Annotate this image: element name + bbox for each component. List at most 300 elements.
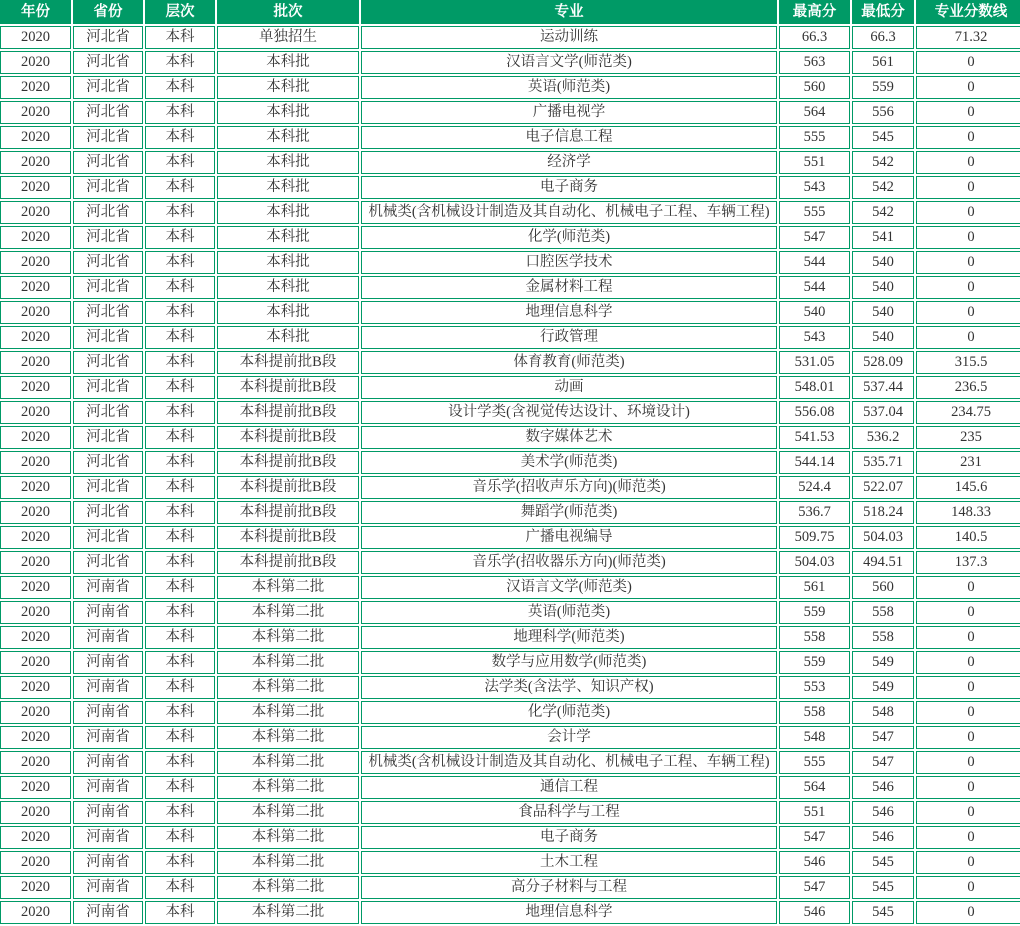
cell-level: 本科 bbox=[145, 126, 215, 149]
cell-year: 2020 bbox=[0, 301, 71, 324]
cell-major: 汉语言文学(师范类) bbox=[361, 576, 777, 599]
cell-max-score: 556.08 bbox=[779, 401, 850, 424]
table-row bbox=[0, 51, 1020, 74]
cell-max-score: 524.4 bbox=[779, 476, 850, 499]
cell-year: 2020 bbox=[0, 151, 71, 174]
cell-year: 2020 bbox=[0, 101, 71, 124]
cell-province: 河北省 bbox=[73, 376, 143, 399]
table-row bbox=[0, 201, 1020, 224]
cell-batch: 本科提前批B段 bbox=[217, 476, 359, 499]
cell-major: 口腔医学技术 bbox=[361, 251, 777, 274]
cell-level: 本科 bbox=[145, 676, 215, 699]
cell-min-score: 545 bbox=[852, 126, 914, 149]
cell-max-score: 540 bbox=[779, 301, 850, 324]
table-row bbox=[0, 76, 1020, 99]
cell-province: 河北省 bbox=[73, 201, 143, 224]
cell-major: 机械类(含机械设计制造及其自动化、机械电子工程、车辆工程) bbox=[361, 751, 777, 774]
cell-year: 2020 bbox=[0, 601, 71, 624]
cell-max-score: 548.01 bbox=[779, 376, 850, 399]
cell-major: 高分子材料与工程 bbox=[361, 876, 777, 899]
cell-min-score: 545 bbox=[852, 901, 914, 924]
cell-batch: 本科提前批B段 bbox=[217, 551, 359, 574]
cell-province: 河南省 bbox=[73, 876, 143, 899]
cell-province: 河北省 bbox=[73, 551, 143, 574]
cell-province: 河北省 bbox=[73, 401, 143, 424]
cell-level: 本科 bbox=[145, 751, 215, 774]
cell-major: 美术学(师范类) bbox=[361, 451, 777, 474]
cell-province: 河南省 bbox=[73, 776, 143, 799]
cell-province: 河南省 bbox=[73, 751, 143, 774]
col-header-max-score: 最高分 bbox=[779, 0, 850, 24]
cell-max-score: 551 bbox=[779, 801, 850, 824]
cell-level: 本科 bbox=[145, 851, 215, 874]
cell-level: 本科 bbox=[145, 876, 215, 899]
cell-batch: 本科提前批B段 bbox=[217, 351, 359, 374]
cell-min-score: 545 bbox=[852, 851, 914, 874]
cell-province: 河南省 bbox=[73, 851, 143, 874]
cell-level: 本科 bbox=[145, 176, 215, 199]
cell-major-cutoff: 0 bbox=[916, 851, 1020, 874]
cell-min-score: 548 bbox=[852, 701, 914, 724]
cell-batch: 本科第二批 bbox=[217, 776, 359, 799]
cell-year: 2020 bbox=[0, 251, 71, 274]
table-row bbox=[0, 226, 1020, 249]
table-row bbox=[0, 251, 1020, 274]
cell-max-score: 561 bbox=[779, 576, 850, 599]
cell-province: 河南省 bbox=[73, 576, 143, 599]
cell-level: 本科 bbox=[145, 501, 215, 524]
cell-major: 音乐学(招收声乐方向)(师范类) bbox=[361, 476, 777, 499]
cell-year: 2020 bbox=[0, 76, 71, 99]
cell-level: 本科 bbox=[145, 401, 215, 424]
cell-province: 河南省 bbox=[73, 601, 143, 624]
table-row bbox=[0, 151, 1020, 174]
cell-level: 本科 bbox=[145, 201, 215, 224]
col-header-major: 专业 bbox=[361, 0, 777, 24]
cell-major: 英语(师范类) bbox=[361, 76, 777, 99]
cell-batch: 本科批 bbox=[217, 251, 359, 274]
cell-batch: 本科第二批 bbox=[217, 676, 359, 699]
cell-batch: 本科批 bbox=[217, 51, 359, 74]
cell-max-score: 541.53 bbox=[779, 426, 850, 449]
cell-level: 本科 bbox=[145, 576, 215, 599]
table-row bbox=[0, 301, 1020, 324]
cell-year: 2020 bbox=[0, 51, 71, 74]
cell-province: 河北省 bbox=[73, 101, 143, 124]
cell-batch: 本科第二批 bbox=[217, 626, 359, 649]
cell-min-score: 556 bbox=[852, 101, 914, 124]
cell-major-cutoff: 0 bbox=[916, 226, 1020, 249]
cell-min-score: 535.71 bbox=[852, 451, 914, 474]
cell-max-score: 547 bbox=[779, 226, 850, 249]
cell-major-cutoff: 315.5 bbox=[916, 351, 1020, 374]
cell-max-score: 546 bbox=[779, 901, 850, 924]
cell-year: 2020 bbox=[0, 376, 71, 399]
cell-major-cutoff: 0 bbox=[916, 626, 1020, 649]
table-row bbox=[0, 526, 1020, 549]
cell-level: 本科 bbox=[145, 776, 215, 799]
cell-major: 电子商务 bbox=[361, 826, 777, 849]
cell-major-cutoff: 0 bbox=[916, 51, 1020, 74]
cell-max-score: 543 bbox=[779, 176, 850, 199]
cell-major: 经济学 bbox=[361, 151, 777, 174]
cell-batch: 本科批 bbox=[217, 326, 359, 349]
cell-year: 2020 bbox=[0, 26, 71, 49]
cell-max-score: 547 bbox=[779, 826, 850, 849]
table-body bbox=[0, 26, 1020, 924]
cell-province: 河北省 bbox=[73, 251, 143, 274]
cell-min-score: 546 bbox=[852, 776, 914, 799]
cell-level: 本科 bbox=[145, 726, 215, 749]
cell-max-score: 555 bbox=[779, 201, 850, 224]
cell-level: 本科 bbox=[145, 626, 215, 649]
cell-province: 河北省 bbox=[73, 301, 143, 324]
table-row bbox=[0, 601, 1020, 624]
cell-max-score: 548 bbox=[779, 726, 850, 749]
cell-min-score: 522.07 bbox=[852, 476, 914, 499]
cell-major: 体育教育(师范类) bbox=[361, 351, 777, 374]
cell-major: 地理科学(师范类) bbox=[361, 626, 777, 649]
cell-min-score: 528.09 bbox=[852, 351, 914, 374]
cell-major: 金属材料工程 bbox=[361, 276, 777, 299]
cell-major-cutoff: 0 bbox=[916, 326, 1020, 349]
cell-min-score: 549 bbox=[852, 651, 914, 674]
cell-major-cutoff: 137.3 bbox=[916, 551, 1020, 574]
cell-year: 2020 bbox=[0, 201, 71, 224]
cell-max-score: 564 bbox=[779, 101, 850, 124]
cell-major: 化学(师范类) bbox=[361, 226, 777, 249]
cell-batch: 本科批 bbox=[217, 201, 359, 224]
cell-max-score: 509.75 bbox=[779, 526, 850, 549]
cell-year: 2020 bbox=[0, 176, 71, 199]
cell-major-cutoff: 0 bbox=[916, 751, 1020, 774]
cell-min-score: 540 bbox=[852, 301, 914, 324]
cell-major-cutoff: 0 bbox=[916, 76, 1020, 99]
cell-major-cutoff: 234.75 bbox=[916, 401, 1020, 424]
cell-major-cutoff: 0 bbox=[916, 651, 1020, 674]
table-row bbox=[0, 376, 1020, 399]
cell-level: 本科 bbox=[145, 226, 215, 249]
cell-level: 本科 bbox=[145, 526, 215, 549]
table-row bbox=[0, 576, 1020, 599]
cell-major-cutoff: 0 bbox=[916, 201, 1020, 224]
cell-major: 运动训练 bbox=[361, 26, 777, 49]
cell-max-score: 553 bbox=[779, 676, 850, 699]
cell-province: 河北省 bbox=[73, 501, 143, 524]
cell-major: 英语(师范类) bbox=[361, 601, 777, 624]
cell-major: 法学类(含法学、知识产权) bbox=[361, 676, 777, 699]
cell-province: 河南省 bbox=[73, 726, 143, 749]
cell-province: 河北省 bbox=[73, 126, 143, 149]
cell-min-score: 547 bbox=[852, 751, 914, 774]
table-row bbox=[0, 901, 1020, 924]
header-row bbox=[0, 0, 1020, 24]
cell-batch: 本科第二批 bbox=[217, 726, 359, 749]
cell-level: 本科 bbox=[145, 451, 215, 474]
cell-batch: 本科第二批 bbox=[217, 901, 359, 924]
cell-level: 本科 bbox=[145, 551, 215, 574]
cell-year: 2020 bbox=[0, 451, 71, 474]
cell-province: 河北省 bbox=[73, 476, 143, 499]
cell-min-score: 541 bbox=[852, 226, 914, 249]
cell-batch: 本科批 bbox=[217, 226, 359, 249]
cell-major: 广播电视学 bbox=[361, 101, 777, 124]
cell-level: 本科 bbox=[145, 51, 215, 74]
cell-major: 电子信息工程 bbox=[361, 126, 777, 149]
cell-batch: 本科提前批B段 bbox=[217, 526, 359, 549]
table-row bbox=[0, 876, 1020, 899]
cell-year: 2020 bbox=[0, 276, 71, 299]
cell-province: 河北省 bbox=[73, 326, 143, 349]
cell-batch: 本科第二批 bbox=[217, 751, 359, 774]
cell-major: 舞蹈学(师范类) bbox=[361, 501, 777, 524]
cell-year: 2020 bbox=[0, 676, 71, 699]
cell-min-score: 542 bbox=[852, 201, 914, 224]
cell-year: 2020 bbox=[0, 351, 71, 374]
cell-major-cutoff: 71.32 bbox=[916, 26, 1020, 49]
cell-min-score: 545 bbox=[852, 876, 914, 899]
cell-major-cutoff: 0 bbox=[916, 126, 1020, 149]
cell-max-score: 563 bbox=[779, 51, 850, 74]
cell-province: 河北省 bbox=[73, 51, 143, 74]
cell-year: 2020 bbox=[0, 726, 71, 749]
cell-major-cutoff: 148.33 bbox=[916, 501, 1020, 524]
table-row bbox=[0, 801, 1020, 824]
cell-batch: 本科第二批 bbox=[217, 851, 359, 874]
cell-max-score: 564 bbox=[779, 776, 850, 799]
cell-province: 河北省 bbox=[73, 26, 143, 49]
cell-province: 河南省 bbox=[73, 626, 143, 649]
cell-year: 2020 bbox=[0, 826, 71, 849]
cell-min-score: 537.44 bbox=[852, 376, 914, 399]
cell-major-cutoff: 0 bbox=[916, 676, 1020, 699]
cell-major: 土木工程 bbox=[361, 851, 777, 874]
col-header-major-cutoff: 专业分数线 bbox=[916, 0, 1020, 24]
table-row bbox=[0, 726, 1020, 749]
cell-batch: 本科第二批 bbox=[217, 826, 359, 849]
cell-year: 2020 bbox=[0, 701, 71, 724]
cell-batch: 本科批 bbox=[217, 301, 359, 324]
table-row bbox=[0, 176, 1020, 199]
cell-year: 2020 bbox=[0, 551, 71, 574]
cell-min-score: 536.2 bbox=[852, 426, 914, 449]
cell-min-score: 537.04 bbox=[852, 401, 914, 424]
cell-batch: 本科第二批 bbox=[217, 651, 359, 674]
cell-province: 河北省 bbox=[73, 451, 143, 474]
cell-level: 本科 bbox=[145, 151, 215, 174]
cell-min-score: 66.3 bbox=[852, 26, 914, 49]
table-row bbox=[0, 101, 1020, 124]
cell-major: 设计学类(含视觉传达设计、环境设计) bbox=[361, 401, 777, 424]
cell-max-score: 558 bbox=[779, 701, 850, 724]
cell-batch: 本科批 bbox=[217, 101, 359, 124]
cell-major: 行政管理 bbox=[361, 326, 777, 349]
cell-batch: 本科第二批 bbox=[217, 876, 359, 899]
cell-major-cutoff: 145.6 bbox=[916, 476, 1020, 499]
cell-max-score: 555 bbox=[779, 751, 850, 774]
cell-max-score: 504.03 bbox=[779, 551, 850, 574]
cell-major: 电子商务 bbox=[361, 176, 777, 199]
cell-major: 地理信息科学 bbox=[361, 901, 777, 924]
table-row bbox=[0, 426, 1020, 449]
cell-batch: 本科批 bbox=[217, 276, 359, 299]
cell-max-score: 551 bbox=[779, 151, 850, 174]
cell-province: 河南省 bbox=[73, 651, 143, 674]
cell-max-score: 546 bbox=[779, 851, 850, 874]
cell-major-cutoff: 0 bbox=[916, 601, 1020, 624]
cell-year: 2020 bbox=[0, 751, 71, 774]
cell-min-score: 559 bbox=[852, 76, 914, 99]
cell-major-cutoff: 0 bbox=[916, 826, 1020, 849]
table-row bbox=[0, 501, 1020, 524]
cell-major: 通信工程 bbox=[361, 776, 777, 799]
cell-major-cutoff: 0 bbox=[916, 876, 1020, 899]
cell-level: 本科 bbox=[145, 476, 215, 499]
cell-min-score: 561 bbox=[852, 51, 914, 74]
cell-year: 2020 bbox=[0, 526, 71, 549]
cell-max-score: 555 bbox=[779, 126, 850, 149]
col-header-level: 层次 bbox=[145, 0, 215, 24]
col-header-year: 年份 bbox=[0, 0, 71, 24]
cell-province: 河北省 bbox=[73, 151, 143, 174]
cell-major: 化学(师范类) bbox=[361, 701, 777, 724]
cell-min-score: 546 bbox=[852, 826, 914, 849]
cell-min-score: 504.03 bbox=[852, 526, 914, 549]
cell-batch: 本科提前批B段 bbox=[217, 426, 359, 449]
cell-level: 本科 bbox=[145, 651, 215, 674]
cell-major-cutoff: 231 bbox=[916, 451, 1020, 474]
cell-province: 河南省 bbox=[73, 676, 143, 699]
cell-major-cutoff: 0 bbox=[916, 101, 1020, 124]
cell-max-score: 544 bbox=[779, 251, 850, 274]
cell-max-score: 544.14 bbox=[779, 451, 850, 474]
cell-level: 本科 bbox=[145, 901, 215, 924]
cell-province: 河北省 bbox=[73, 426, 143, 449]
cell-min-score: 546 bbox=[852, 801, 914, 824]
cell-batch: 单独招生 bbox=[217, 26, 359, 49]
cell-max-score: 560 bbox=[779, 76, 850, 99]
col-header-province: 省份 bbox=[73, 0, 143, 24]
cell-year: 2020 bbox=[0, 876, 71, 899]
cell-batch: 本科批 bbox=[217, 126, 359, 149]
cell-major: 数字媒体艺术 bbox=[361, 426, 777, 449]
cell-min-score: 540 bbox=[852, 251, 914, 274]
cell-year: 2020 bbox=[0, 426, 71, 449]
cell-batch: 本科批 bbox=[217, 176, 359, 199]
table-header bbox=[0, 0, 1020, 24]
cell-major-cutoff: 0 bbox=[916, 701, 1020, 724]
cell-major-cutoff: 0 bbox=[916, 801, 1020, 824]
cell-batch: 本科提前批B段 bbox=[217, 376, 359, 399]
cell-level: 本科 bbox=[145, 76, 215, 99]
cell-major-cutoff: 0 bbox=[916, 176, 1020, 199]
cell-province: 河南省 bbox=[73, 901, 143, 924]
cell-province: 河北省 bbox=[73, 276, 143, 299]
table-row bbox=[0, 751, 1020, 774]
cell-major: 食品科学与工程 bbox=[361, 801, 777, 824]
table-row bbox=[0, 276, 1020, 299]
table-row bbox=[0, 826, 1020, 849]
cell-level: 本科 bbox=[145, 351, 215, 374]
cell-batch: 本科提前批B段 bbox=[217, 401, 359, 424]
cell-year: 2020 bbox=[0, 326, 71, 349]
cell-batch: 本科第二批 bbox=[217, 701, 359, 724]
cell-major: 音乐学(招收器乐方向)(师范类) bbox=[361, 551, 777, 574]
cell-batch: 本科第二批 bbox=[217, 801, 359, 824]
cell-level: 本科 bbox=[145, 601, 215, 624]
cell-year: 2020 bbox=[0, 776, 71, 799]
cell-level: 本科 bbox=[145, 426, 215, 449]
cell-min-score: 494.51 bbox=[852, 551, 914, 574]
cell-major: 数学与应用数学(师范类) bbox=[361, 651, 777, 674]
table-row bbox=[0, 651, 1020, 674]
cell-year: 2020 bbox=[0, 851, 71, 874]
cell-batch: 本科提前批B段 bbox=[217, 501, 359, 524]
cell-major-cutoff: 235 bbox=[916, 426, 1020, 449]
cell-max-score: 559 bbox=[779, 651, 850, 674]
cell-major: 汉语言文学(师范类) bbox=[361, 51, 777, 74]
cell-year: 2020 bbox=[0, 801, 71, 824]
cell-major-cutoff: 0 bbox=[916, 776, 1020, 799]
cell-max-score: 536.7 bbox=[779, 501, 850, 524]
cell-year: 2020 bbox=[0, 651, 71, 674]
cell-major: 地理信息科学 bbox=[361, 301, 777, 324]
cell-level: 本科 bbox=[145, 826, 215, 849]
cell-level: 本科 bbox=[145, 26, 215, 49]
table-row bbox=[0, 26, 1020, 49]
cell-year: 2020 bbox=[0, 576, 71, 599]
cell-major-cutoff: 0 bbox=[916, 151, 1020, 174]
table-row bbox=[0, 451, 1020, 474]
cell-batch: 本科提前批B段 bbox=[217, 451, 359, 474]
cell-level: 本科 bbox=[145, 276, 215, 299]
cell-min-score: 540 bbox=[852, 276, 914, 299]
table-row bbox=[0, 626, 1020, 649]
cell-province: 河北省 bbox=[73, 226, 143, 249]
cell-province: 河南省 bbox=[73, 701, 143, 724]
cell-batch: 本科批 bbox=[217, 76, 359, 99]
col-header-min-score: 最低分 bbox=[852, 0, 914, 24]
cell-province: 河北省 bbox=[73, 526, 143, 549]
cell-min-score: 518.24 bbox=[852, 501, 914, 524]
cell-major-cutoff: 0 bbox=[916, 301, 1020, 324]
cell-province: 河北省 bbox=[73, 76, 143, 99]
cell-batch: 本科第二批 bbox=[217, 601, 359, 624]
cell-max-score: 559 bbox=[779, 601, 850, 624]
cell-level: 本科 bbox=[145, 376, 215, 399]
cell-major-cutoff: 0 bbox=[916, 901, 1020, 924]
table-row bbox=[0, 401, 1020, 424]
cell-min-score: 542 bbox=[852, 151, 914, 174]
cell-min-score: 542 bbox=[852, 176, 914, 199]
cell-min-score: 540 bbox=[852, 326, 914, 349]
cell-min-score: 560 bbox=[852, 576, 914, 599]
table-row bbox=[0, 676, 1020, 699]
cell-level: 本科 bbox=[145, 301, 215, 324]
cell-major: 会计学 bbox=[361, 726, 777, 749]
cell-level: 本科 bbox=[145, 701, 215, 724]
cell-max-score: 66.3 bbox=[779, 26, 850, 49]
cell-min-score: 549 bbox=[852, 676, 914, 699]
cell-province: 河南省 bbox=[73, 826, 143, 849]
cell-min-score: 558 bbox=[852, 626, 914, 649]
cell-level: 本科 bbox=[145, 326, 215, 349]
cell-major-cutoff: 0 bbox=[916, 251, 1020, 274]
cell-major: 机械类(含机械设计制造及其自动化、机械电子工程、车辆工程) bbox=[361, 201, 777, 224]
cell-year: 2020 bbox=[0, 476, 71, 499]
cell-major-cutoff: 0 bbox=[916, 726, 1020, 749]
cell-major-cutoff: 140.5 bbox=[916, 526, 1020, 549]
